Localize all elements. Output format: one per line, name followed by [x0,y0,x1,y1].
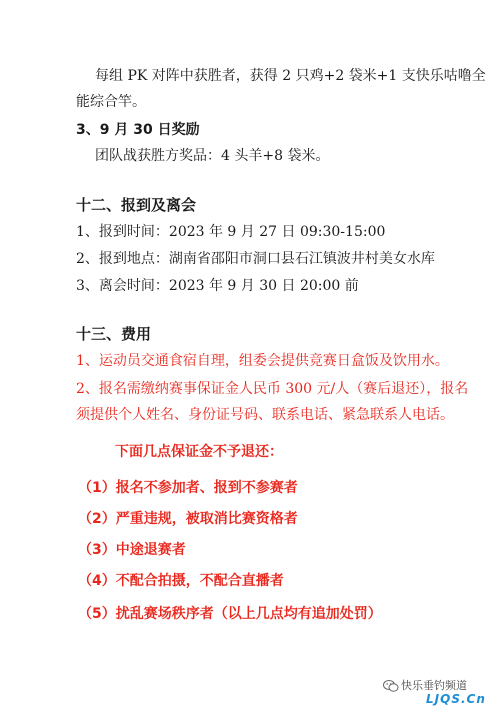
deposit-item-2: （2）严重违规，被取消比赛资格者 [78,511,298,527]
deposit-item-1: （1）报名不参加者、报到不参赛者 [78,480,298,496]
section12-item-2: 2、报到地点：湖南省邵阳市洞口县石江镇波井村美女水库 [76,251,435,267]
prize-pk-line2: 能综合竿。 [76,94,146,110]
award-930-text: 团队战获胜方奖品：4 头羊+8 袋米。 [95,148,330,164]
award-930-heading: 3、9 月 30 日奖励 [76,122,200,138]
watermark-channel-name: 快乐垂钓频道 [401,679,467,692]
deposit-item-3: （3）中途退赛者 [78,542,186,558]
section12-heading: 十二、报到及离会 [76,196,197,214]
section12-item-1: 1、报到时间：2023 年 9 月 27 日 09:30-15:00 [76,224,386,240]
section13-item-1: 1、运动员交通食宿自理，组委会提供竞赛日盒饭及饮用水。 [76,353,449,369]
deposit-item-5: （5）扰乱赛场秩序者（以上几点均有追加处罚） [78,606,382,622]
deposit-heading: 下面几点保证金不予退还： [115,444,283,460]
section13-item-2-line1: 2、报名需缴纳赛事保证金人民币 300 元/人（赛后退还），报名 [76,381,469,397]
wechat-icon [383,679,399,693]
section13-heading: 十三、费用 [76,325,152,343]
deposit-item-4: （4）不配合拍摄，不配合直播者 [78,573,284,589]
section12-item-3: 3、离会时间：2023 年 9 月 30 日 20:00 前 [76,278,359,294]
site-logo[interactable]: LJQS.Cn [426,692,486,706]
prize-pk-line1: 每组 PK 对阵中获胜者，获得 2 只鸡+2 袋米+1 支快乐咕噜全 [95,68,486,84]
section13-item-2-line2: 须提供个人姓名、身份证号码、联系电话、紧急联系人电话。 [76,407,454,423]
